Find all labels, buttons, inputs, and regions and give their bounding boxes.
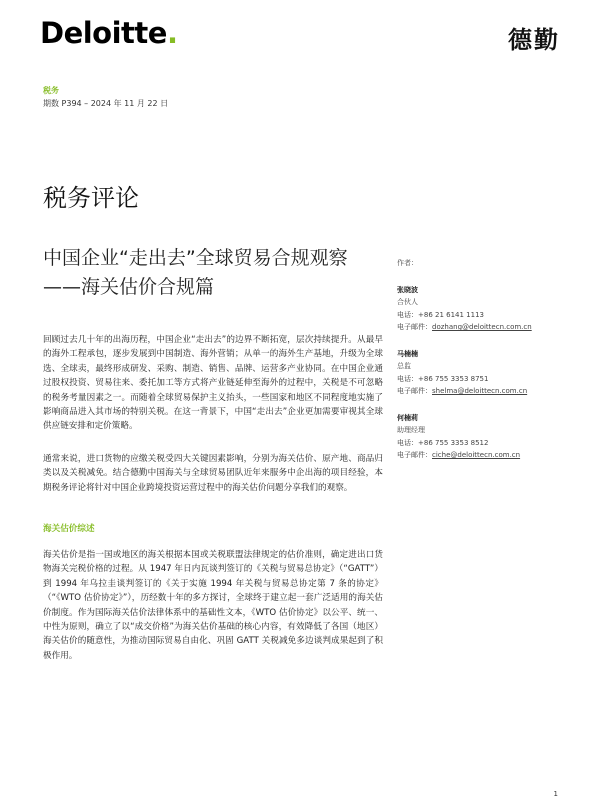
subsection-heading: 海关估价综述: [43, 524, 95, 534]
page-number: 1: [553, 790, 558, 798]
author-label: 作者：: [397, 259, 418, 267]
deloitte-logo: [40, 16, 177, 50]
phone-label: 电话：: [397, 374, 418, 383]
author-email: [397, 321, 572, 334]
email-link[interactable]: ciche@deloittecn.com.cn: [432, 451, 521, 459]
email-label: 电子邮件：: [397, 451, 432, 459]
authors-sidebar: [397, 257, 572, 476]
author-phone: [397, 437, 572, 450]
section-title: 税务评论: [43, 184, 139, 212]
issue-line: 期数 P394 – 2024 年 11 月 22 日: [43, 99, 169, 108]
category-tag: 税务: [43, 86, 59, 95]
email-label: 电子邮件：: [397, 387, 432, 395]
article-title: 中国企业“走出去”全球贸易合规观察——海关估价合规篇: [43, 247, 348, 298]
email-link[interactable]: shelma@deloittecn.com.cn: [432, 387, 528, 395]
body-paragraph-2: 通常来说，进口货物的应缴关税受四大关键因素影响，分别为海关估价、原产地、商品归类以及关税减免。结合德勤中国海关与全球贸易团队近年来服务中企出海的项目经验，本期税务评论将针对中国企业跨境投资运营过程中的海关估价问题分享我们的观察。: [43, 454, 383, 493]
email-label: 电子邮件：: [397, 323, 432, 331]
author-role: 总监: [397, 362, 411, 370]
phone-value: +86 755 3353 8751: [418, 374, 489, 383]
body-paragraph-3: 海关估价是指一国或地区的海关根据本国或关税联盟法律规定的估价准则，确定进出口货物海关完税价格的过程。从 1947 年日内瓦谈判签订的《关税与贸易总协定》（“GATT”）到 1994 年乌拉圭谈判签订的《关于实施 1994 年关税与贸易总协定第 7 条的协定》（“《WTO 估价协定》”），历经数十年的多方探讨，全球终于建立起一套广泛适用的海关估价制度。作为国际海关估价法律体系中的基础性文本，《WTO 估价协定》以公平、统一、中性为原则，确立了以“成交价格”为海关估价基础的核心内容，有效降低了各国（地区）海关估价的随意性，为推动国际贸易自由化、巩固 GATT 关税减免多边谈判成果起到了积极作用。: [43, 550, 383, 661]
author-block: [397, 284, 572, 334]
author-email: [397, 385, 572, 398]
author-name: 何楠莉: [397, 413, 418, 422]
phone-value: +86 755 3353 8512: [418, 438, 489, 447]
author-name: 张晓波: [397, 285, 418, 294]
logo-text: Deloitte: [40, 16, 167, 50]
phone-label: 电话：: [397, 310, 418, 319]
author-block: [397, 348, 572, 398]
author-name: 马楠楠: [397, 349, 418, 358]
author-role: 助理经理: [397, 426, 425, 434]
phone-value: +86 21 6141 1113: [418, 310, 484, 319]
phone-label: 电话：: [397, 438, 418, 447]
author-block: [397, 412, 572, 462]
email-link[interactable]: dozhang@deloittecn.com.cn: [432, 323, 532, 331]
author-phone: [397, 373, 572, 386]
author-email: [397, 449, 572, 462]
author-role: 合伙人: [397, 298, 418, 306]
author-phone: [397, 309, 572, 322]
deloitte-logo-chinese: 德勤: [508, 26, 560, 54]
body-paragraph-1: 回顾过去几十年的出海历程，中国企业“走出去”的边界不断拓宽，层次持续提升。从最早的海外工程承包，逐步发展到中国制造、海外营销；从单一的海外生产基地，升级为全球选、全球卖，最终形成研发、采购、制造、销售、品牌、运营多产业协同。在中国企业通过股权投资、贸易往来、委托加工等方式将产业链延伸至海外的过程中，关税是不可忽略的税务考量因素之一。而随着全球贸易保护主义抬头，一些国家和地区不同程度地实施了影响商品进入其市场的特别关税。在这一背景下，中国“走出去”企业更加需要审视其全球供应链安排和定价策略。: [43, 335, 383, 432]
logo-dot: .: [166, 16, 178, 50]
